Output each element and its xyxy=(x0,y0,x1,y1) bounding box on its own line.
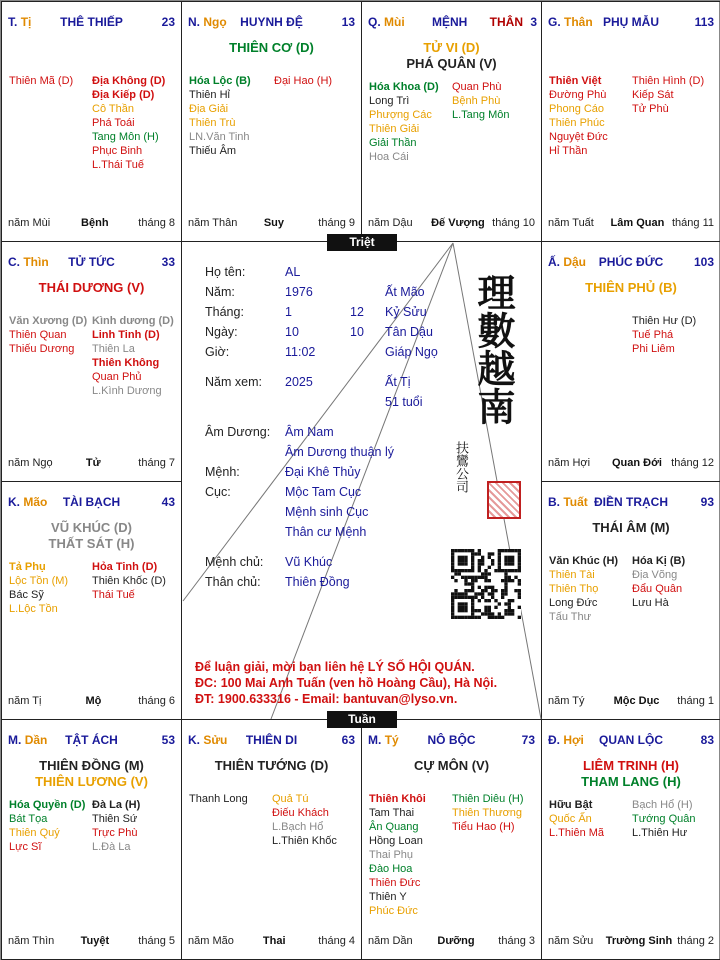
star-item: Hoa Cái xyxy=(369,151,409,163)
star-item: Thiên Tài xyxy=(549,569,595,581)
star-item: Thiên Hư (D) xyxy=(632,315,697,327)
palace-state: Thai xyxy=(262,935,286,947)
star-item: Điếu Khách xyxy=(272,807,329,819)
palace-body-marker: THÂN xyxy=(489,15,523,29)
info-label: Họ tên: xyxy=(205,265,246,279)
palace-stem: C. xyxy=(8,255,20,269)
palace-branch: Dậu xyxy=(563,255,587,269)
palace-number: 93 xyxy=(700,495,714,509)
star-item: Tang Môn (H) xyxy=(92,131,159,143)
palace-name: TÀI BẠCH xyxy=(62,495,121,509)
star-item: L.Tang Môn xyxy=(452,109,510,121)
contact-line-2: ĐC: 100 Mai Anh Tuấn (ven hồ Hoàng Cầu), Hà Nội. xyxy=(195,676,498,690)
main-star: THÁI ÂM (M) xyxy=(592,520,670,535)
thanchu-value: Thiên Đồng xyxy=(285,575,350,589)
info-canchi: Tân Dậu xyxy=(385,325,433,339)
star-item: L.Lộc Tồn xyxy=(9,603,58,615)
palace-state: Trường Sinh xyxy=(605,935,673,947)
star-item: Hóa Quyền (D) xyxy=(9,799,86,811)
star-item: Bạch Hổ (H) xyxy=(632,799,693,811)
palace-stem: K. xyxy=(188,733,200,747)
info-lunar-value: 10 xyxy=(350,325,364,339)
star-item: Tả Phụ xyxy=(9,561,46,573)
palace-month: tháng 6 xyxy=(138,695,175,707)
palace-year: năm Dậu xyxy=(368,217,413,229)
star-item: Thiên Phúc xyxy=(549,117,605,129)
star-item: Thái Tuế xyxy=(92,589,135,601)
palace-year: năm Ngọ xyxy=(8,457,53,469)
palace-number: 33 xyxy=(161,255,175,269)
palace-name: MỆNH xyxy=(432,15,468,29)
star-item: Văn Xương (D) xyxy=(9,315,88,327)
palace-number: 83 xyxy=(700,733,714,747)
star-item: Thiếu Âm xyxy=(189,145,237,157)
triet-banner: Triệt xyxy=(327,234,397,251)
palace-number: 23 xyxy=(161,15,175,29)
main-star: THAM LANG (H) xyxy=(581,774,681,789)
star-item: Tấu Thư xyxy=(549,611,592,623)
calligraphy-logo: 理數越南 xyxy=(471,273,516,425)
star-item: Đường Phù xyxy=(549,89,607,101)
palace-name: PHÚC ĐỨC xyxy=(598,255,664,269)
palace-branch: Sửu xyxy=(203,733,228,747)
main-star: THIÊN CƠ (D) xyxy=(229,40,314,55)
star-item: Tử Phù xyxy=(632,103,669,115)
palace-state: Suy xyxy=(263,217,285,229)
star-item: Thanh Long xyxy=(189,793,248,805)
star-item: L.Đà La xyxy=(92,841,131,853)
star-item: Ân Quang xyxy=(369,821,419,833)
palace-month: tháng 8 xyxy=(138,217,175,229)
menhchu-label: Mệnh chủ: xyxy=(205,555,264,569)
palace-state: Mộc Dục xyxy=(613,695,660,707)
star-item: Bệnh Phù xyxy=(452,95,501,107)
palace-month: tháng 12 xyxy=(671,457,714,469)
star-item: L.Kình Dương xyxy=(92,385,162,397)
main-star: THÁI DƯƠNG (V) xyxy=(38,280,145,295)
star-item: Phong Cáo xyxy=(549,103,605,115)
info-canchi: Ất Mão xyxy=(385,285,425,299)
triangle-lines xyxy=(1,1,720,960)
star-item: Quốc Ấn xyxy=(549,813,592,825)
palace-name: QUAN LỘC xyxy=(599,733,663,747)
star-item: Thiên Quan xyxy=(9,329,67,341)
star-item: L.Thái Tuế xyxy=(92,159,144,171)
star-item: Thai Phụ xyxy=(369,849,414,861)
star-item: Thiên Đức xyxy=(369,877,421,889)
info-canchi: Kỷ Sửu xyxy=(385,305,427,319)
palace-branch: Tý xyxy=(384,733,399,747)
palace-month: tháng 4 xyxy=(318,935,355,947)
star-item: Địa Võng xyxy=(632,569,678,581)
star-item: Thiên Khôi xyxy=(369,793,426,805)
star-item: Long Đức xyxy=(549,597,598,609)
star-item: L.Thiên Hư xyxy=(632,827,688,839)
star-item: Giải Thần xyxy=(369,137,417,149)
star-item: Nguyệt Đức xyxy=(549,131,608,143)
palace-year: năm Tuất xyxy=(548,217,594,229)
contact-line-3: ĐT: 1900.633316 - Email: bantuvan@lyso.vn. xyxy=(195,692,458,706)
star-item: Lộc Tồn (M) xyxy=(9,575,69,587)
star-item: Thiên Y xyxy=(369,891,407,903)
menh-label: Mệnh: xyxy=(205,465,240,479)
main-star: THIÊN PHỦ (B) xyxy=(585,280,677,295)
palace-number: 113 xyxy=(694,15,714,29)
palace-name: TỬ TỨC xyxy=(68,255,115,269)
star-item: Thiên Giải xyxy=(369,123,420,135)
info-value: 10 xyxy=(285,325,299,339)
palace-state: Lâm Quan xyxy=(610,217,665,229)
star-item: Bát Tọa xyxy=(9,813,48,825)
star-item: Linh Tinh (D) xyxy=(92,329,160,341)
view-year: 2025 xyxy=(285,375,313,389)
main-star: LIÊM TRINH (H) xyxy=(582,758,680,773)
info-label: Giờ: xyxy=(205,345,230,359)
star-item: Hóa Khoa (D) xyxy=(369,81,439,93)
palace-month: tháng 10 xyxy=(492,217,535,229)
info-value: 1976 xyxy=(285,285,313,299)
main-star: PHÁ QUÂN (V) xyxy=(406,56,497,71)
star-item: Địa Không (D) xyxy=(92,75,166,87)
cuc-value: Mộc Tam Cục xyxy=(285,485,362,499)
red-seal xyxy=(487,481,521,519)
star-item: L.Thiên Mã xyxy=(549,827,605,839)
star-item: Hỉ Thần xyxy=(549,145,588,157)
palace-month: tháng 5 xyxy=(138,935,175,947)
palace-stem: Ấ. xyxy=(548,255,560,269)
info-value: 11:02 xyxy=(285,345,316,359)
palace-year: năm Tý xyxy=(548,695,585,707)
menh-value: Đại Khê Thủy xyxy=(285,465,361,479)
palace-number: 53 xyxy=(161,733,175,747)
star-item: Hỏa Tinh (D) xyxy=(92,561,158,573)
star-item: Cô Thần xyxy=(92,103,134,115)
palace-year: năm Mùi xyxy=(8,217,51,229)
palace-name: THIÊN DI xyxy=(245,733,298,747)
palace-name: THÊ THIẾP xyxy=(60,15,123,29)
palace-stem: K. xyxy=(8,495,20,509)
star-item: Thiên Khốc (D) xyxy=(92,575,166,587)
contact-line-1: Để luận giải, mời bạn liên hệ LÝ SỐ HỘI QUÁN. xyxy=(195,660,475,674)
cuc-note: Mệnh sinh Cục xyxy=(285,505,369,519)
star-item: Phá Toái xyxy=(92,117,135,129)
star-item: Tiểu Hao (H) xyxy=(452,821,515,833)
palace-state: Đế Vượng xyxy=(431,217,485,229)
star-item: Đà La (H) xyxy=(92,799,141,811)
palace-year: năm Thìn xyxy=(8,935,55,947)
star-item: Thiên Việt xyxy=(549,75,602,87)
palace-stem: G. xyxy=(548,15,561,29)
palace-stem: Đ. xyxy=(548,733,560,747)
palace-month: tháng 7 xyxy=(138,457,175,469)
palace-month: tháng 11 xyxy=(671,217,714,229)
star-item: Văn Khúc (H) xyxy=(549,555,619,567)
star-item: Địa Giải xyxy=(189,103,229,115)
palace-year: năm Hợi xyxy=(548,457,591,469)
thanchu-label: Thân chủ: xyxy=(205,575,261,589)
qr-code[interactable] xyxy=(451,549,521,619)
main-star: TỬ VI (D) xyxy=(423,40,480,55)
info-lunar-value: 12 xyxy=(350,305,364,319)
star-item: Bác Sỹ xyxy=(9,589,44,601)
view-year-label: Năm xem: xyxy=(205,375,262,389)
palace-branch: Thân xyxy=(564,15,593,29)
star-item: Thiên Hỉ xyxy=(189,89,230,101)
palace-month: tháng 2 xyxy=(677,935,714,947)
star-item: Quan Phủ xyxy=(92,371,142,383)
amduong-value: Âm Nam xyxy=(285,425,334,439)
star-item: Thiên Diêu (H) xyxy=(452,793,524,805)
palace-branch: Hợi xyxy=(563,733,584,747)
star-item: Thiên Thương xyxy=(452,807,523,819)
star-item: Thiên Hình (D) xyxy=(632,75,705,87)
info-value: AL xyxy=(285,265,301,279)
star-item: Quả Tú xyxy=(272,793,309,805)
palace-number: 43 xyxy=(161,495,175,509)
main-star: THIÊN ĐỒNG (M) xyxy=(39,758,144,773)
star-item: Long Trì xyxy=(369,95,410,107)
palace-month: tháng 3 xyxy=(498,935,535,947)
palace-state: Tuyệt xyxy=(80,935,110,947)
star-item: Quan Phù xyxy=(452,81,502,93)
star-item: L.Thiên Khốc xyxy=(272,835,337,847)
star-item: Lực Sĩ xyxy=(9,841,42,853)
star-item: Đại Hao (H) xyxy=(274,75,333,87)
star-item: Hóa Lộc (B) xyxy=(189,75,251,87)
palace-number: 103 xyxy=(693,255,714,269)
palace-state: Bệnh xyxy=(81,217,109,229)
amduong-note: Âm Dương thuận lý xyxy=(285,445,394,459)
star-item: Kình dương (D) xyxy=(92,315,174,327)
star-item: Thiên Thọ xyxy=(549,583,599,595)
cuc-label: Cục: xyxy=(205,485,231,499)
main-star: CỰ MÔN (V) xyxy=(413,758,490,773)
info-value: 1 xyxy=(285,305,292,319)
star-item: Thiên La xyxy=(92,343,135,355)
palace-number: 13 xyxy=(341,15,355,29)
palace-branch: Mão xyxy=(23,495,48,509)
star-item: Hồng Loan xyxy=(369,835,423,847)
main-star: THIÊN TƯỚNG (D) xyxy=(214,758,329,773)
palace-stem: M. xyxy=(8,733,22,747)
palace-state: Quan Đới xyxy=(612,457,662,469)
star-item: Phục Binh xyxy=(92,145,143,157)
tuan-banner: Tuần xyxy=(327,711,397,728)
palace-year: năm Dần xyxy=(368,935,413,947)
palace-state: Mộ xyxy=(85,695,102,707)
palace-number: 3 xyxy=(530,15,537,29)
star-item: Phi Liêm xyxy=(632,343,675,355)
star-item: Tam Thai xyxy=(369,807,415,819)
main-star: THIÊN LƯƠNG (V) xyxy=(35,774,148,789)
main-star: VŨ KHÚC (D) xyxy=(51,520,132,535)
star-item: Hóa Kị (B) xyxy=(632,555,686,567)
palace-month: tháng 1 xyxy=(677,695,714,707)
palace-year: năm Thân xyxy=(188,217,238,229)
palace-name: NÔ BỘC xyxy=(427,733,476,747)
star-item: L.Bạch Hổ xyxy=(272,821,324,833)
info-label: Ngày: xyxy=(205,325,238,339)
palace-stem: N. xyxy=(188,15,200,29)
star-item: Phúc Đức xyxy=(369,905,418,917)
star-item: Thiên Không xyxy=(92,357,160,369)
palace-stem: B. xyxy=(548,495,560,509)
palace-month: tháng 9 xyxy=(318,217,355,229)
star-item: Phượng Các xyxy=(369,109,432,121)
star-item: Lưu Hà xyxy=(632,597,669,609)
palace-name: HUYNH ĐỆ xyxy=(240,15,303,29)
than-note: Thân cư Mệnh xyxy=(285,525,367,539)
palace-name: ĐIỀN TRẠCH xyxy=(594,495,668,509)
palace-branch: Tị xyxy=(20,15,32,29)
palace-year: năm Sửu xyxy=(548,935,594,947)
star-item: Đẩu Quân xyxy=(632,583,683,595)
palace-number: 73 xyxy=(521,733,535,747)
star-item: Kiếp Sát xyxy=(632,89,674,101)
info-canchi: Giáp Ngọ xyxy=(385,345,438,359)
amduong-label: Âm Dương: xyxy=(205,425,271,439)
palace-name: PHỤ MẪU xyxy=(603,15,659,29)
info-label: Tháng: xyxy=(205,305,244,319)
palace-branch: Mùi xyxy=(384,15,405,29)
star-item: Trực Phù xyxy=(92,827,138,839)
palace-state: Dưỡng xyxy=(437,935,475,947)
palace-name: TẬT ÁCH xyxy=(65,733,118,747)
star-item: Hữu Bật xyxy=(549,799,593,811)
star-item: Địa Kiếp (D) xyxy=(92,89,155,101)
age: 51 tuổi xyxy=(385,395,423,409)
main-star: THẤT SÁT (H) xyxy=(48,536,135,551)
menhchu-value: Vũ Khúc xyxy=(285,555,333,569)
star-item: LN.Văn Tinh xyxy=(189,131,250,143)
seal-small-text: 扶鸞公司 xyxy=(453,441,468,493)
star-item: Đào Hoa xyxy=(369,863,413,875)
palace-branch: Thìn xyxy=(23,255,49,269)
view-canchi: Ất Tị xyxy=(385,375,411,389)
star-item: Thiên Sứ xyxy=(92,813,138,825)
palace-branch: Tuất xyxy=(563,495,588,509)
star-item: Thiên Mã (D) xyxy=(9,75,74,87)
palace-branch: Dần xyxy=(24,733,48,747)
palace-stem: T. xyxy=(8,15,18,29)
palace-branch: Ngọ xyxy=(203,15,227,29)
palace-year: năm Mão xyxy=(188,935,234,947)
palace-stem: M. xyxy=(368,733,382,747)
palace-year: năm Tị xyxy=(8,695,42,707)
star-item: Thiên Trù xyxy=(189,117,236,129)
star-item: Tướng Quân xyxy=(632,813,696,825)
star-item: Thiếu Dương xyxy=(9,343,75,355)
palace-state: Tử xyxy=(85,457,101,469)
star-item: Tuế Phá xyxy=(632,329,674,341)
star-item: Thiên Quý xyxy=(9,827,60,839)
palace-stem: Q. xyxy=(368,15,381,29)
palace-number: 63 xyxy=(341,733,355,747)
info-label: Năm: xyxy=(205,285,235,299)
